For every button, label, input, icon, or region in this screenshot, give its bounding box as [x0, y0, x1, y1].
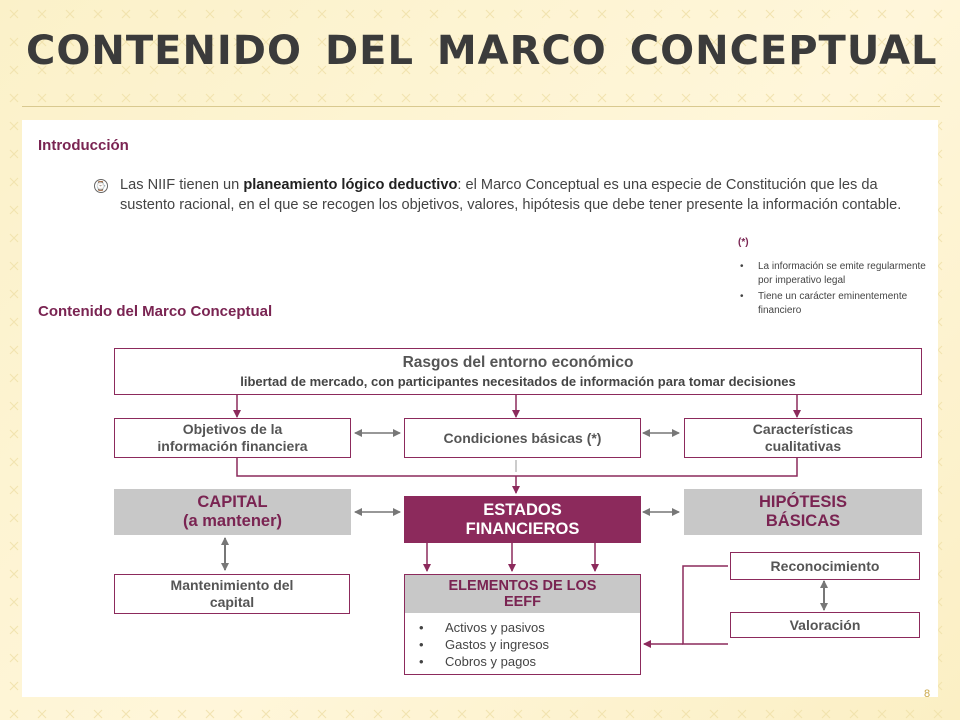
rasgos-subtitle: libertad de mercado, con participantes necesitados de información para tomar decisiones: [240, 373, 796, 389]
rasgos-title: Rasgos del entorno económico: [402, 353, 634, 371]
page-number: 8: [924, 688, 931, 700]
capital-line-2: (a mantener): [182, 512, 283, 530]
elementos-line-1: ELEMENTOS DE LOS: [448, 578, 597, 594]
caracteristicas-line-1: Características: [752, 421, 854, 437]
mantenimiento-line-1: Mantenimiento del: [170, 577, 294, 593]
slide-title: CONTENIDO DEL MARCO CONCEPTUAL: [26, 28, 938, 74]
capital-box: [114, 489, 351, 535]
valoracion-label: Valoración: [789, 616, 861, 633]
capital-line-1: CAPITAL: [197, 493, 268, 511]
title-divider: [22, 106, 940, 107]
footnote-item: • Tiene un carácter eminentemente financiero: [738, 290, 938, 318]
connector-row2-bracket: [237, 458, 797, 476]
reconocimiento-box: [730, 552, 920, 580]
hipotesis-line-2: BÁSICAS: [765, 512, 841, 530]
intro-heading: Introducción: [38, 137, 129, 154]
caracteristicas-box: [684, 418, 922, 458]
list-item: • Gastos y ingresos: [405, 636, 640, 653]
hipotesis-box: [684, 489, 922, 535]
condiciones-label: Condiciones básicas (*): [443, 429, 602, 446]
content-panel: [22, 120, 938, 697]
list-item: • Cobros y pagos: [405, 653, 640, 670]
list-item: • Activos y pasivos: [405, 619, 640, 636]
rasgos-box: [114, 348, 922, 395]
elementos-header: [405, 575, 640, 613]
caracteristicas-line-2: cualitativas: [764, 438, 842, 454]
elementos-list: [405, 619, 640, 670]
condiciones-box: [404, 418, 641, 458]
elementos-box: [404, 574, 641, 675]
reconocimiento-label: Reconocimiento: [770, 557, 880, 574]
valoracion-box: [730, 612, 920, 638]
footnote-mark: (*): [738, 237, 749, 248]
objetivos-box: [114, 418, 351, 458]
intro-text-end: : el Marco Conceptual es una especie de Constitución que les da sustento racional, en el que se recogen los objetivos, valores, hipótesis que debe tener presente la información contable.: [120, 177, 902, 213]
estados-line-1: ESTADOS: [483, 500, 562, 519]
connector-reconocimiento-bracket: [683, 566, 728, 644]
objetivos-line-2: información financiera: [157, 438, 308, 454]
footnote-item: • La información se emite regularmente por imperativo legal: [738, 260, 938, 288]
clock-icon: ⌚: [95, 181, 107, 191]
intro-text-start: Las NIIF tienen un: [120, 177, 244, 193]
estados-line-2: FINANCIEROS: [465, 519, 580, 538]
elementos-line-2: EEFF: [503, 594, 542, 610]
diagram-heading: Contenido del Marco Conceptual: [38, 303, 273, 320]
objetivos-line-1: Objetivos de la: [182, 421, 283, 437]
intro-text-bold: planeamiento lógico deductivo: [243, 177, 458, 193]
hipotesis-line-1: HIPÓTESIS: [758, 493, 848, 511]
mantenimiento-line-2: capital: [209, 594, 255, 610]
estados-box: [404, 496, 641, 543]
mantenimiento-box: [114, 574, 350, 614]
